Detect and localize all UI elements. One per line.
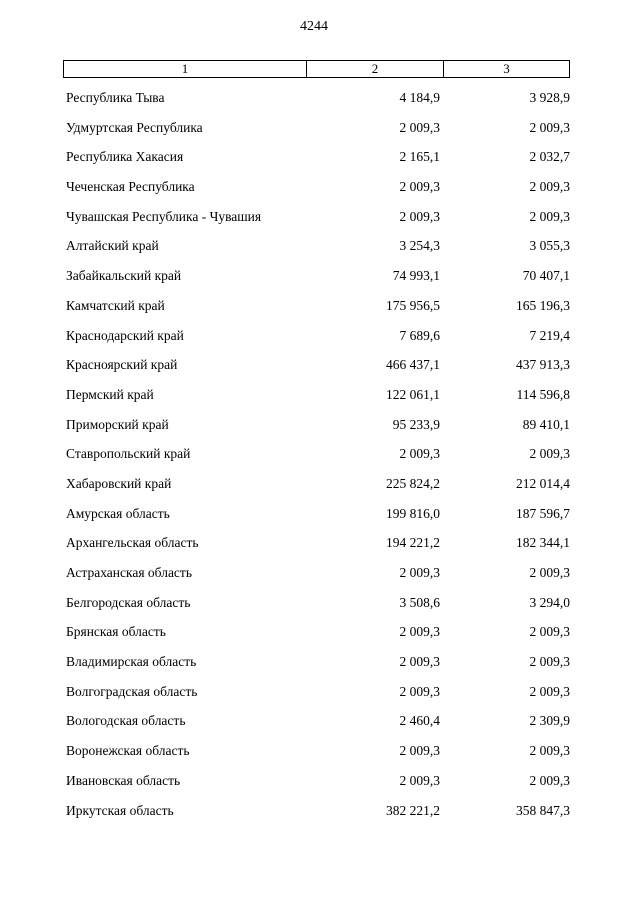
value-column-3: 2 009,3 [529,446,570,462]
value-column-2: 4 184,9 [399,90,440,105]
region-name: Владимирская область [66,654,197,670]
value-column-3: 2 009,3 [529,683,570,699]
value-column-2: 2 009,3 [399,119,440,135]
value-column-2: 2 009,3 [399,208,440,224]
region-name: Амурская область [66,505,170,521]
value-column-3: 89 410,1 [522,416,570,432]
region-name: Забайкальский край [66,268,182,284]
value-column-2: 3 254,3 [399,238,440,254]
value-column-2: 194 221,2 [386,535,440,551]
table-row [0,207,640,237]
region-name: Архангельская область [66,535,199,551]
column-header-2: 2 [307,61,444,77]
table-row [0,147,640,177]
value-column-2: 2 009,3 [399,446,440,462]
value-column-2: 3 508,6 [399,594,440,610]
value-column-3: 3 928,9 [529,90,570,105]
table-row [0,801,640,831]
value-column-2: 2 009,3 [399,772,440,788]
region-name: Белгородская область [66,594,191,610]
value-column-3: 2 009,3 [529,743,570,759]
table-row [0,355,640,385]
table-row [0,622,640,652]
region-name: Вологодская область [66,713,186,729]
value-column-2: 466 437,1 [386,357,440,373]
value-column-3: 2 309,9 [529,713,570,729]
value-column-2: 95 233,9 [392,416,440,432]
value-column-3: 70 407,1 [522,268,570,284]
table-row [0,652,640,682]
table-row [0,533,640,563]
table-row [0,266,640,296]
column-header-3: 3 [503,61,510,76]
value-column-2: 225 824,2 [386,475,440,491]
table-row [0,296,640,326]
table-header [63,60,570,78]
table-row [0,385,640,415]
table-row [0,444,640,474]
table-row [0,741,640,771]
region-name: Краснодарский край [66,327,184,343]
value-column-3: 2 009,3 [529,208,570,224]
table-body [0,88,640,830]
value-column-3: 182 344,1 [516,535,570,551]
table-row [0,593,640,623]
value-column-3: 2 009,3 [529,772,570,788]
region-name: Волгоградская область [66,683,198,699]
value-column-2: 2 009,3 [399,565,440,580]
region-name: Астраханская область [66,565,192,580]
value-column-3: 187 596,7 [516,505,570,521]
table-row [0,326,640,356]
value-column-3: 2 009,3 [529,119,570,135]
value-column-3: 2 009,3 [529,654,570,670]
region-name: Республика Тыва [66,90,165,105]
region-name: Приморский край [66,416,169,432]
table-row [0,682,640,712]
value-column-3: 2 009,3 [529,624,570,640]
region-name: Республика Хакасия [66,149,184,165]
region-name: Ставропольский край [66,446,191,462]
region-name: Иркутская область [66,802,174,818]
region-name: Брянская область [66,624,166,640]
value-column-3: 7 219,4 [529,327,570,343]
region-name: Хабаровский край [66,475,172,491]
table-row [0,236,640,266]
region-name: Ивановская область [66,772,181,788]
table-row [0,118,640,148]
value-column-2: 2 009,3 [399,624,440,640]
page-number: 4244 [300,19,328,34]
table-row [0,711,640,741]
region-name: Удмуртская Республика [66,119,203,135]
region-name: Красноярский край [66,357,178,373]
region-name: Воронежская область [66,743,190,759]
table-row [0,504,640,534]
region-name: Пермский край [66,386,154,402]
value-column-2: 2 165,1 [399,149,440,165]
column-header-1: 1 [64,61,307,77]
value-column-3: 2 009,3 [529,179,570,195]
value-column-2: 7 689,6 [399,327,440,343]
value-column-2: 199 816,0 [386,505,440,521]
table-row [0,415,640,445]
value-column-2: 122 061,1 [386,386,440,402]
value-column-3: 2 009,3 [529,565,570,580]
table-row [0,88,640,118]
value-column-2: 2 009,3 [399,179,440,195]
value-column-3: 212 014,4 [516,475,570,491]
table-row [0,771,640,801]
value-column-3: 3 055,3 [529,238,570,254]
table-row [0,177,640,207]
value-column-2: 175 956,5 [386,297,440,313]
value-column-2: 2 009,3 [399,683,440,699]
value-column-3: 3 294,0 [529,594,570,610]
table-row [0,563,640,593]
table-row [0,474,640,504]
region-name: Чувашская Республика - Чувашия [66,208,262,224]
region-name: Камчатский край [66,297,165,313]
value-column-3: 2 032,7 [529,149,570,165]
value-column-2: 74 993,1 [392,268,440,284]
value-column-2: 2 009,3 [399,654,440,670]
region-name: Чеченская Республика [66,179,195,195]
value-column-3: 165 196,3 [516,297,570,313]
value-column-3: 114 596,8 [516,386,570,402]
value-column-2: 2 009,3 [399,743,440,759]
value-column-2: 2 460,4 [399,713,440,729]
value-column-2: 382 221,2 [386,802,440,818]
value-column-3: 358 847,3 [516,802,570,818]
region-name: Алтайский край [66,238,159,254]
value-column-3: 437 913,3 [516,357,570,373]
